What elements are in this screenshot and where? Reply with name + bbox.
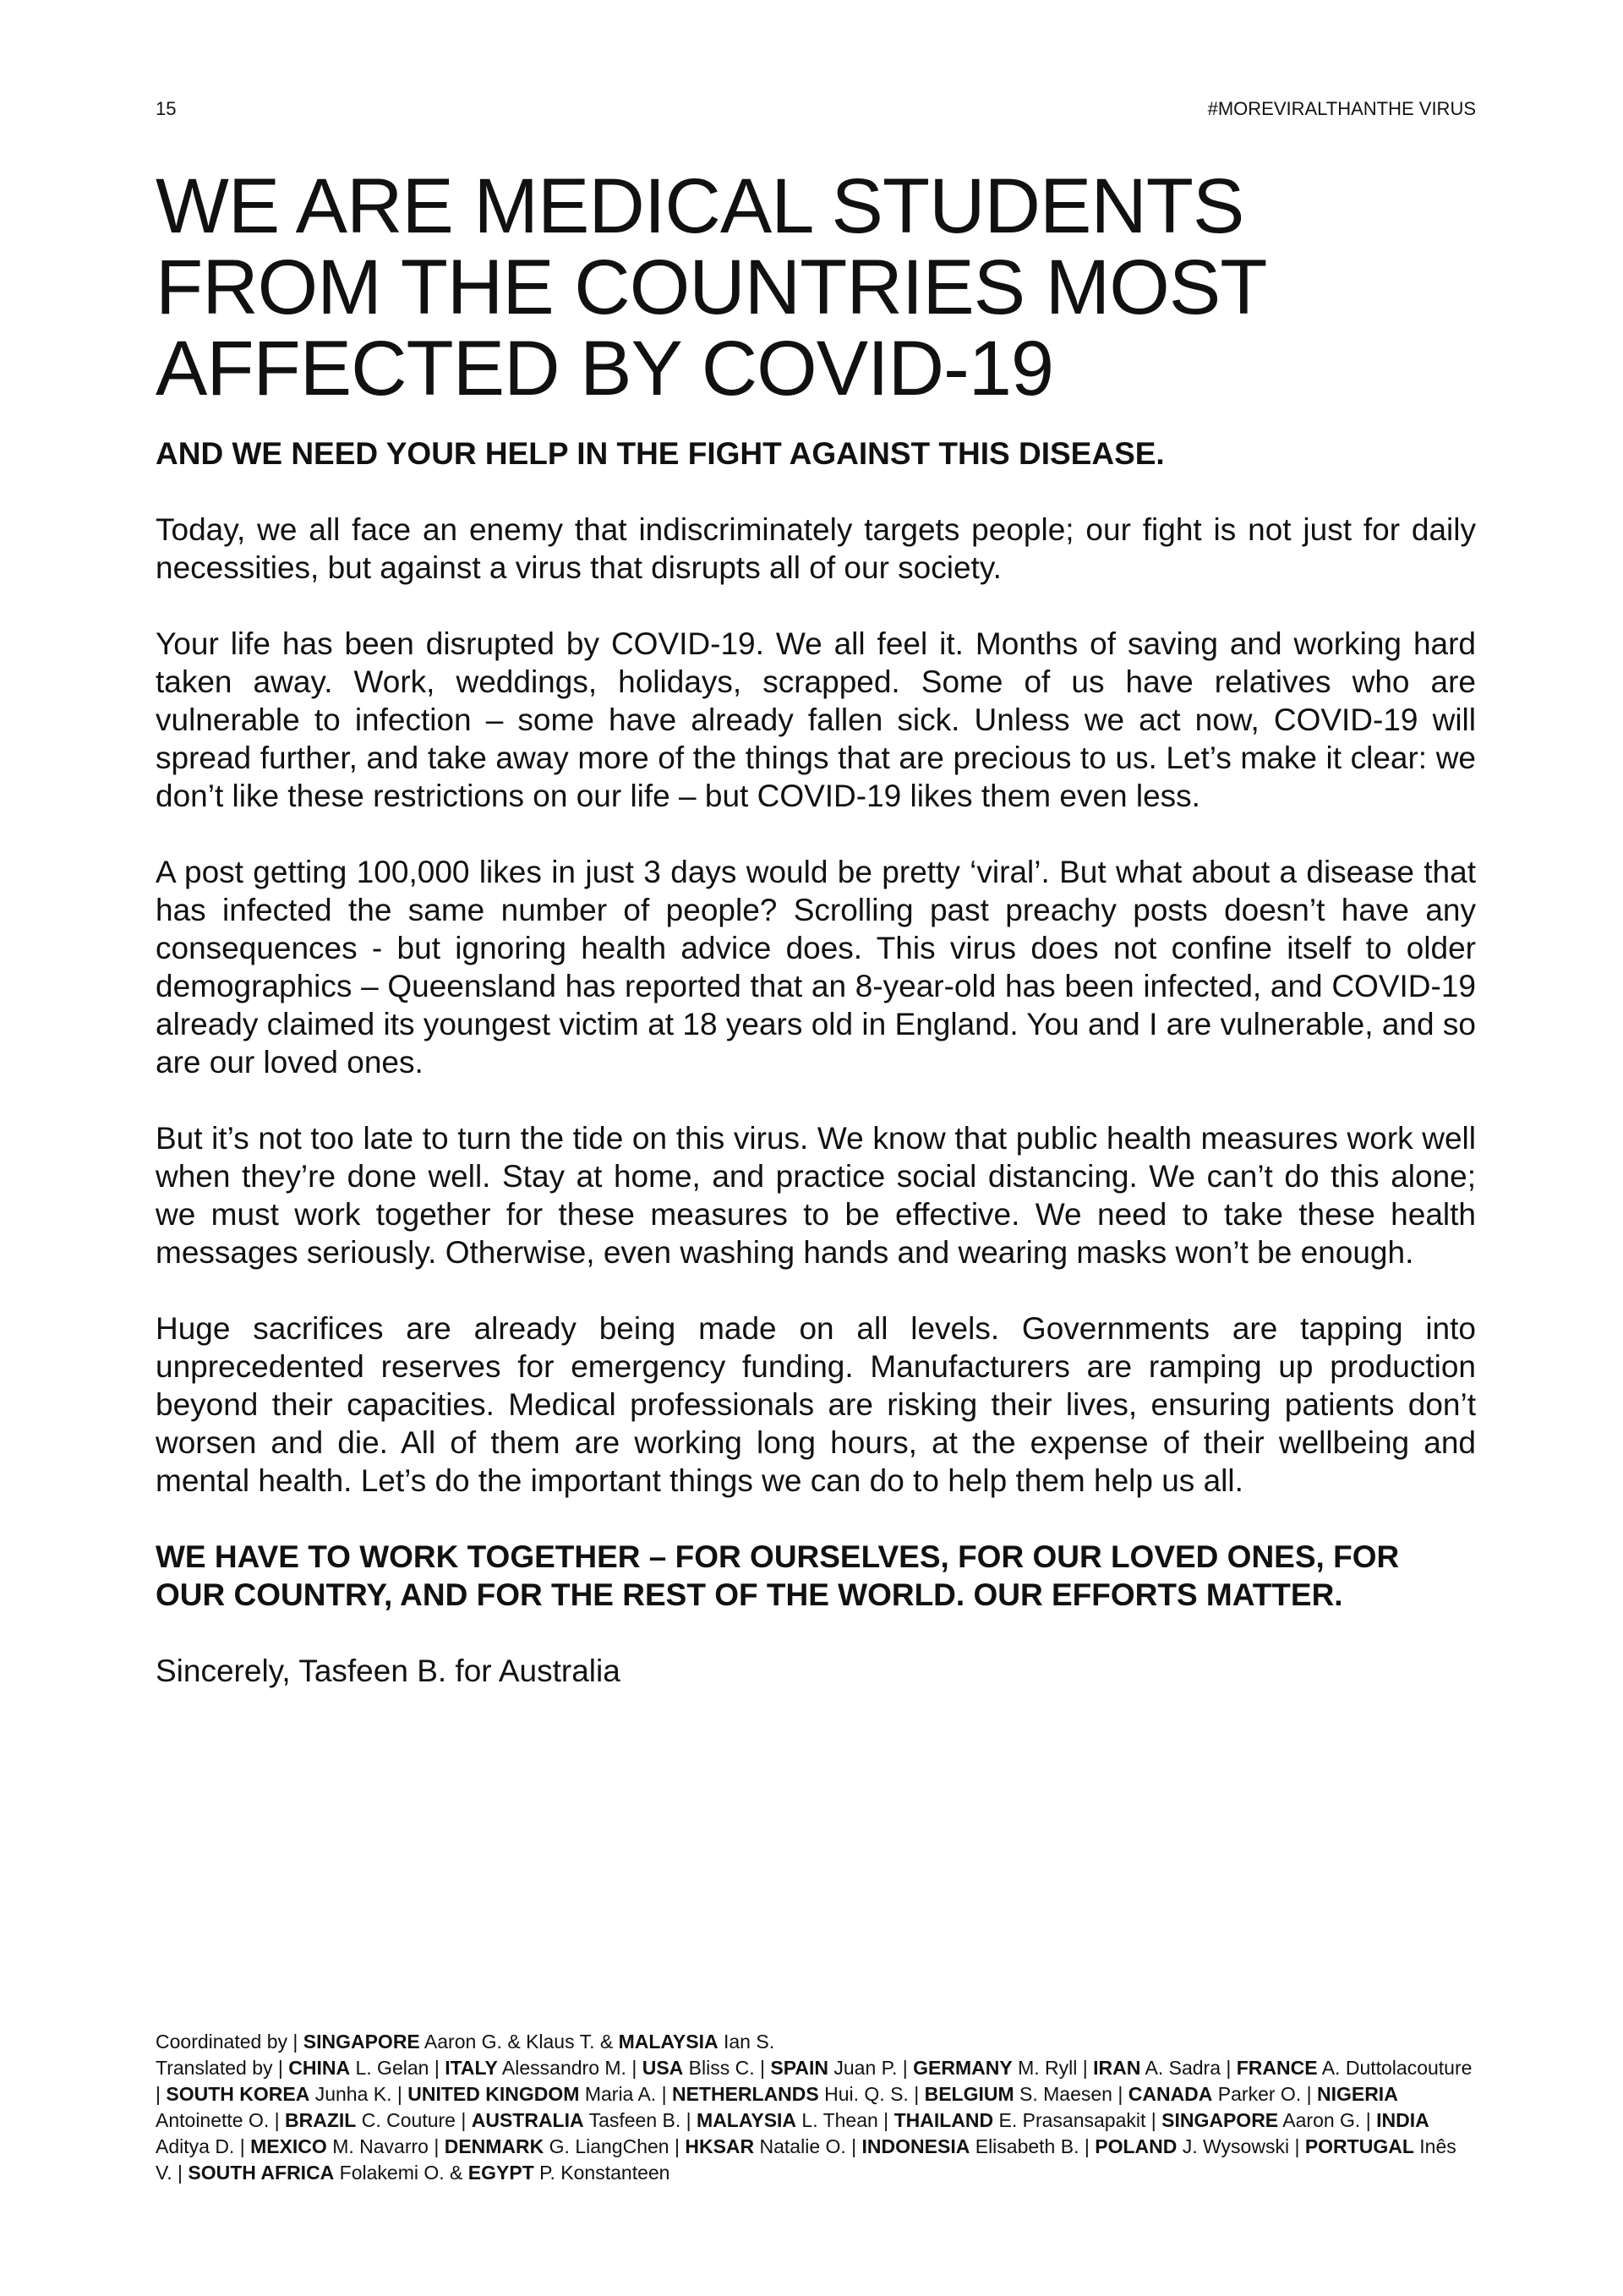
credit-names: A. Sadra | (1140, 2057, 1237, 2079)
credit-names: P. Konstanteen (533, 2162, 670, 2184)
credit-names: Bliss C. | (683, 2057, 771, 2079)
title-line-1: WE ARE MEDICAL STUDENTS (156, 163, 1244, 249)
credits (156, 2029, 1476, 2186)
paragraph-3: A post getting 100,000 likes in just 3 days would be pretty ‘viral’. But what about a disease that has infected the same number of people? Scrolling past preachy posts doesn’t have any consequences - but ignoring health advice does. This virus does not confine itself to older demographics – Queensland has reported that an 8-year-old has been infected, and COVID-19 already claimed its youngest victim at 18 years old in England. You and I are vulnerable, and so are our loved ones. (156, 855, 1476, 1080)
credit-country: CHINA (288, 2057, 351, 2079)
campaign-hashtag: #MOREVIRALTHANTHE VIRUS (1207, 98, 1476, 119)
paragraph-2: Your life has been disrupted by COVID-19. We all feel it. Months of saving and working hard taken away. Work, weddings, holidays, scrapped. Some of us have relatives who are vulnerable to infection – some have already fallen sick. Unless we act now, COVID-19 will spread further, and take away more of the things that are precious to us. Let’s make it clear: we don’t like these restrictions on our life – but COVID-19 likes them even less. (156, 626, 1476, 813)
credit-country: BRAZIL (285, 2109, 357, 2131)
credit-country: FRANCE (1236, 2057, 1318, 2079)
credit-names: Aditya D. | (156, 2135, 251, 2157)
credit-names: G. LiangChen | (544, 2135, 686, 2157)
credit-country: MALAYSIA (618, 2031, 719, 2053)
credit-country: HKSAR (685, 2135, 755, 2157)
credit-country: SINGAPORE (303, 2031, 420, 2053)
credit-country: SINGAPORE (1161, 2109, 1279, 2131)
credit-names: L. Gelan | (350, 2057, 445, 2079)
credit-names: Junha K. | (309, 2083, 408, 2105)
credit-country: AUSTRALIA (471, 2109, 584, 2131)
credit-names: Antoinette O. | (156, 2109, 286, 2131)
credit-names: Maria A. | (579, 2083, 672, 2105)
credit-names: Parker O. | (1212, 2083, 1317, 2105)
credit-names: E. Prasansapakit | (993, 2109, 1162, 2131)
coordinated-label: Coordinated by | (156, 2031, 303, 2053)
title-line-2: FROM THE COUNTRIES MOST (156, 244, 1267, 331)
credit-names: Natalie O. | (754, 2135, 862, 2157)
credit-names: Elisabeth B. | (970, 2135, 1096, 2157)
credit-names: Aaron G. & Klaus T. & (419, 2031, 619, 2053)
credit-country: CANADA (1128, 2083, 1213, 2105)
credit-names: Folakemi O. & (334, 2162, 468, 2184)
credit-names: Aaron G. | (1278, 2109, 1377, 2131)
credit-names: J. Wysowski | (1177, 2135, 1305, 2157)
credit-country: UNITED KINGDOM (407, 2083, 580, 2105)
credit-country: INDONESIA (861, 2135, 970, 2157)
credit-names: Inês V. | (156, 2135, 1456, 2184)
signoff: Sincerely, Tasfeen B. for Australia (156, 1654, 620, 1688)
credit-country: NETHERLANDS (671, 2083, 819, 2105)
credit-country: THAILAND (893, 2109, 994, 2131)
credit-names: M. Ryll | (1012, 2057, 1094, 2079)
page-number: 15 (156, 98, 177, 119)
paragraph-5: Huge sacrifices are already being made on all levels. Governments are tapping into unprecedented reserves for emergency funding. Manufacturers are ramping up production beyond their capacities. Medical professionals are risking their lives, ensuring patients don’t worsen and die. All of them are working long hours, at the expense of their wellbeing and mental health. Let’s do the important things we can do to help them help us all. (156, 1311, 1476, 1498)
page-header (156, 96, 1476, 122)
main-title (156, 163, 1476, 412)
credit-country: MEXICO (250, 2135, 327, 2157)
credit-names: M. Navarro | (326, 2135, 445, 2157)
letter-body (156, 435, 1476, 1728)
credit-country: ITALY (445, 2057, 498, 2079)
credit-names: Hui. Q. S. | (818, 2083, 925, 2105)
translated-by (156, 2055, 1476, 2186)
credit-country: MALAYSIA (697, 2109, 797, 2131)
paragraph-4: But it’s not too late to turn the tide on this virus. We know that public health measures work well when they’re done well. Stay at home, and practice social distancing. We can’t do this alone; we must work together for these measures to be effective. We need to take these health messages seriously. Otherwise, even washing hands and wearing masks won’t be enough. (156, 1121, 1476, 1270)
credit-names: Tasfeen B. | (583, 2109, 697, 2131)
call-to-action: WE HAVE TO WORK TOGETHER – FOR OURSELVES, FOR OUR LOVED ONES, FOR OUR COUNTRY, AND FOR THE REST OF THE WORLD. OUR EFFORTS MATTER. (156, 1539, 1400, 1612)
credit-country: SOUTH AFRICA (188, 2162, 335, 2184)
paragraph-1: Today, we all face an enemy that indiscriminately targets people; our fight is not just for daily necessities, but against a virus that disrupts all of our society. (156, 512, 1476, 585)
credit-country: EGYPT (467, 2162, 534, 2184)
credit-country: SPAIN (770, 2057, 828, 2079)
coordinated-by (156, 2029, 1476, 2055)
credit-country: SOUTH KOREA (166, 2083, 310, 2105)
credit-country: GERMANY (913, 2057, 1013, 2079)
credit-country: INDIA (1376, 2109, 1429, 2131)
credit-country: IRAN (1093, 2057, 1141, 2079)
credit-names: Juan P. | (828, 2057, 914, 2079)
credit-names: L. Thean | (796, 2109, 894, 2131)
credit-country: NIGERIA (1316, 2083, 1398, 2105)
subtitle: AND WE NEED YOUR HELP IN THE FIGHT AGAINST THIS DISEASE. (156, 436, 1165, 471)
credit-names: Alessandro M. | (497, 2057, 642, 2079)
translated-label: Translated by | (156, 2057, 289, 2079)
credit-country: BELGIUM (924, 2083, 1014, 2105)
document-page (156, 0, 1476, 2296)
credit-names: Ian S. (718, 2031, 775, 2053)
credit-country: DENMARK (444, 2135, 544, 2157)
credit-names: A. Duttolacouture | (156, 2057, 1473, 2105)
credit-country: USA (642, 2057, 684, 2079)
credit-names: C. Couture | (356, 2109, 472, 2131)
credit-country: PORTUGAL (1304, 2135, 1414, 2157)
credit-names: S. Maesen | (1014, 2083, 1128, 2105)
credit-country: POLAND (1095, 2135, 1178, 2157)
title-line-3: AFFECTED BY COVID-19 (156, 325, 1054, 412)
